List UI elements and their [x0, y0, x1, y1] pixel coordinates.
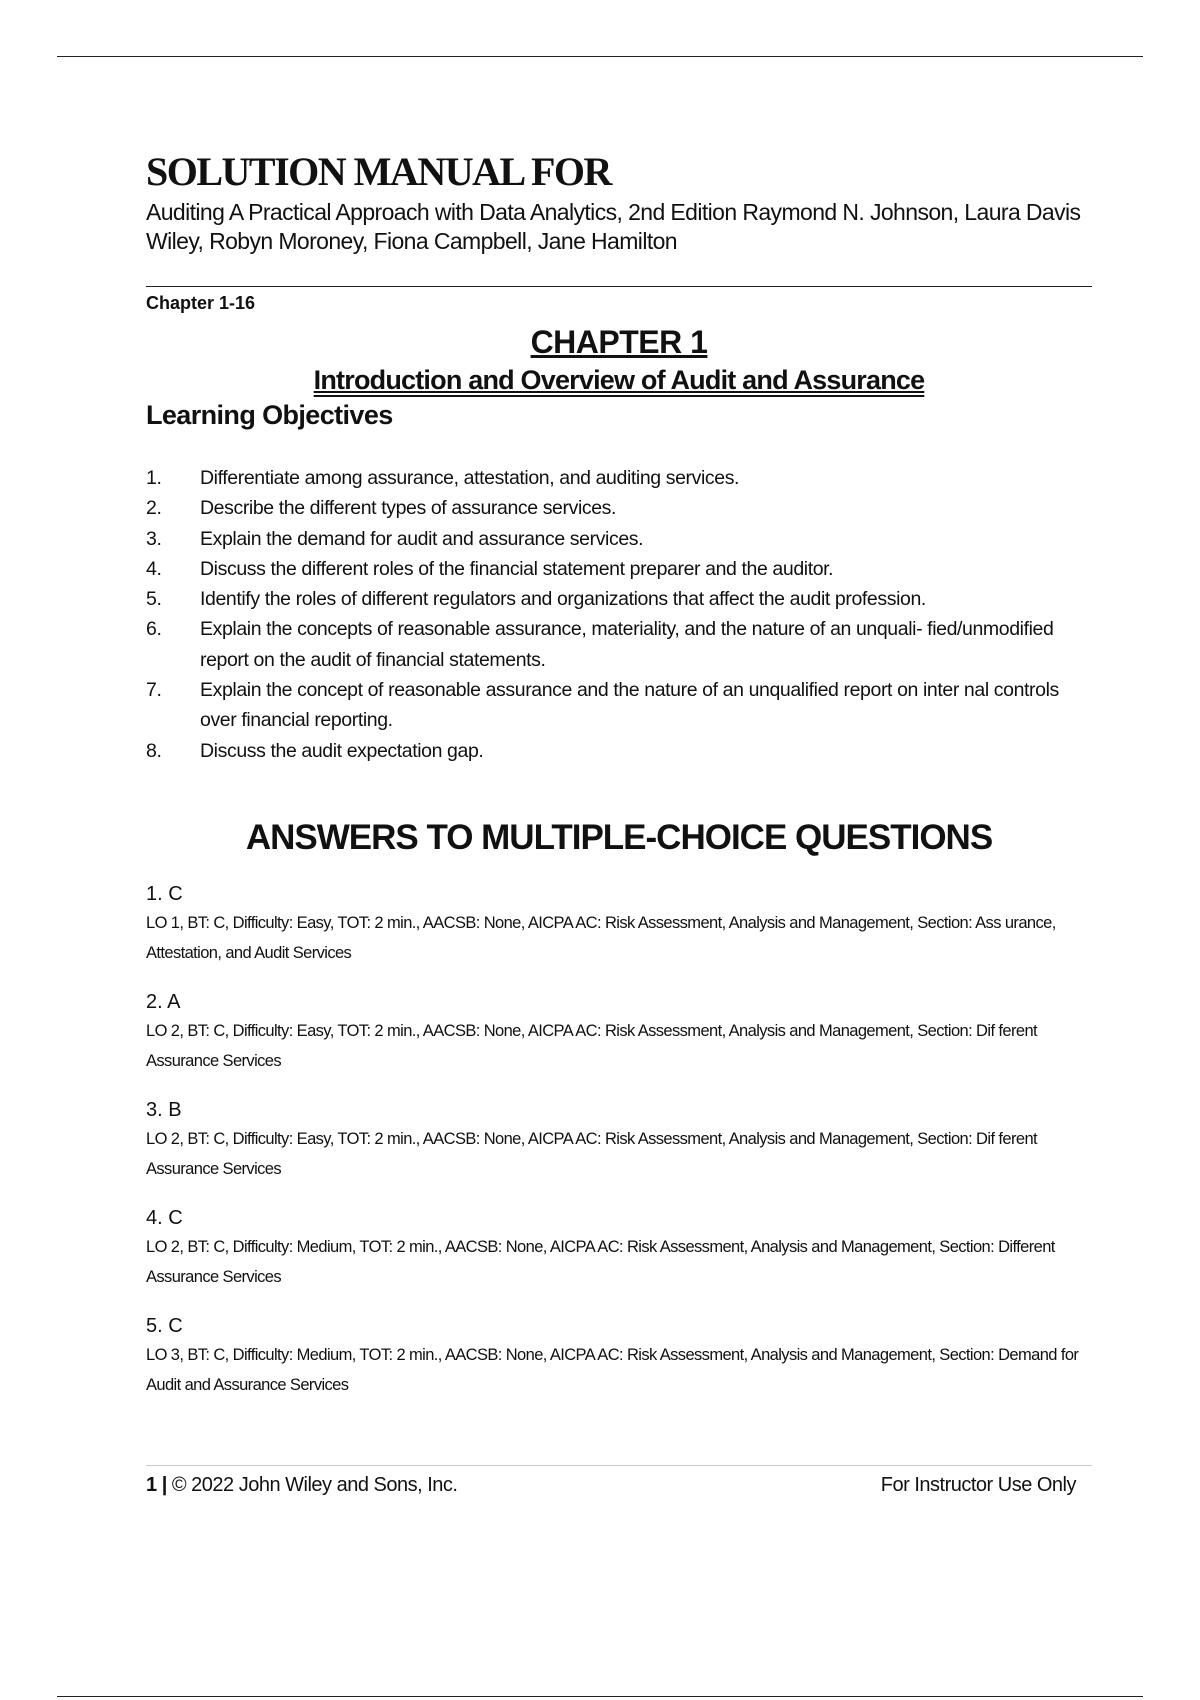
objective-item [146, 584, 1092, 614]
answer-item [146, 880, 1092, 968]
objective-item [146, 524, 1092, 554]
answer-key: 4. C [146, 1206, 183, 1229]
objective-number: 8. [146, 739, 162, 762]
answer-key: 3. B [146, 1098, 182, 1121]
chapter-subtitle: Introduction and Overview of Audit and Assurance [313, 365, 925, 395]
objective-text: Explain the demand for audit and assurance services. [200, 527, 644, 550]
bottom-divider [57, 1696, 1143, 1697]
answers-heading: ANSWERS TO MULTIPLE-CHOICE QUESTIONS [245, 817, 993, 857]
objective-item [146, 614, 1092, 675]
instructor-notice: For Instructor Use Only [880, 1474, 1076, 1496]
learning-objectives-heading: Learning Objectives [146, 400, 393, 430]
answer-meta: LO 2, BT: C, Difficulty: Medium, TOT: 2 min., AACSB: None, AICPA AC: Risk Assessment, Analysis and Management, Section: Different Assurance Services [146, 1237, 1055, 1286]
objective-number: 5. [146, 588, 162, 611]
objective-number: 6. [146, 618, 162, 641]
objective-number: 7. [146, 679, 162, 702]
objective-text: Discuss the audit expectation gap. [200, 739, 484, 762]
chapter-range: Chapter 1-16 [146, 293, 256, 313]
objective-text: Differentiate among assurance, attestation, and auditing services. [200, 467, 740, 489]
document-title: SOLUTION MANUAL FOR [146, 149, 611, 194]
footer-separator: | [161, 1474, 167, 1496]
objective-number: 2. [146, 497, 162, 520]
answer-meta: LO 2, BT: C, Difficulty: Easy, TOT: 2 min., AACSB: None, AICPA AC: Risk Assessment, Analysis and Management, Section: Dif ferent Assurance Services [146, 1021, 1038, 1070]
answer-meta: LO 1, BT: C, Difficulty: Easy, TOT: 2 min., AACSB: None, AICPA AC: Risk Assessment, Analysis and Management, Section: Ass urance, Attestation, and Audit Services [146, 913, 1056, 962]
objective-text: Discuss the different roles of the financial statement preparer and the auditor. [200, 557, 834, 580]
learning-objectives-list [146, 463, 1092, 766]
copyright-text: © 2022 John Wiley and Sons, Inc. [171, 1474, 458, 1496]
objective-text: Explain the concepts of reasonable assurance, materiality, and the nature of an unquali- fied/unmodified report on the audit of financial statements. [200, 618, 1054, 671]
answer-key: 5. C [146, 1314, 183, 1337]
answer-item [146, 1096, 1092, 1184]
answer-key: 1. C [146, 882, 183, 905]
objective-item [146, 463, 1092, 493]
chapter-heading: CHAPTER 1 [530, 324, 708, 360]
header-divider [146, 286, 1092, 287]
page-footer [146, 1465, 1092, 1497]
footer-left [146, 1474, 457, 1497]
objective-number: 4. [146, 557, 162, 580]
objective-text: Identify the roles of different regulators and organizations that affect the audit profession. [200, 588, 926, 611]
answer-item [146, 1204, 1092, 1292]
answers-list [146, 880, 1092, 1400]
answer-meta: LO 2, BT: C, Difficulty: Easy, TOT: 2 min., AACSB: None, AICPA AC: Risk Assessment, Analysis and Management, Section: Dif ferent Assurance Services [146, 1129, 1038, 1178]
objective-text: Explain the concept of reasonable assurance and the nature of an unqualified report on inter nal controls over financial reporting. [200, 679, 1059, 732]
answer-meta: LO 3, BT: C, Difficulty: Medium, TOT: 2 min., AACSB: None, AICPA AC: Risk Assessment, Analysis and Management, Section: Demand for Audit and Assurance Services [146, 1345, 1079, 1394]
objective-item [146, 554, 1092, 584]
objective-text: Describe the different types of assurance services. [200, 497, 617, 520]
objective-number: 3. [146, 527, 162, 550]
objective-item [146, 736, 1092, 766]
objective-item [146, 675, 1092, 736]
page-number: 1 [146, 1474, 157, 1496]
answer-key: 2. A [146, 990, 181, 1013]
document-page [146, 150, 1092, 1420]
top-divider [57, 56, 1143, 57]
answer-item [146, 988, 1092, 1076]
objective-number: 1. [146, 467, 162, 489]
book-info: Auditing A Practical Approach with Data Analytics, 2nd Edition Raymond N. Johnson, Laura Davis Wiley, Robyn Moroney, Fiona Campbell, Jane Hamilton [146, 199, 1081, 254]
answer-item [146, 1312, 1092, 1400]
objective-item [146, 493, 1092, 523]
